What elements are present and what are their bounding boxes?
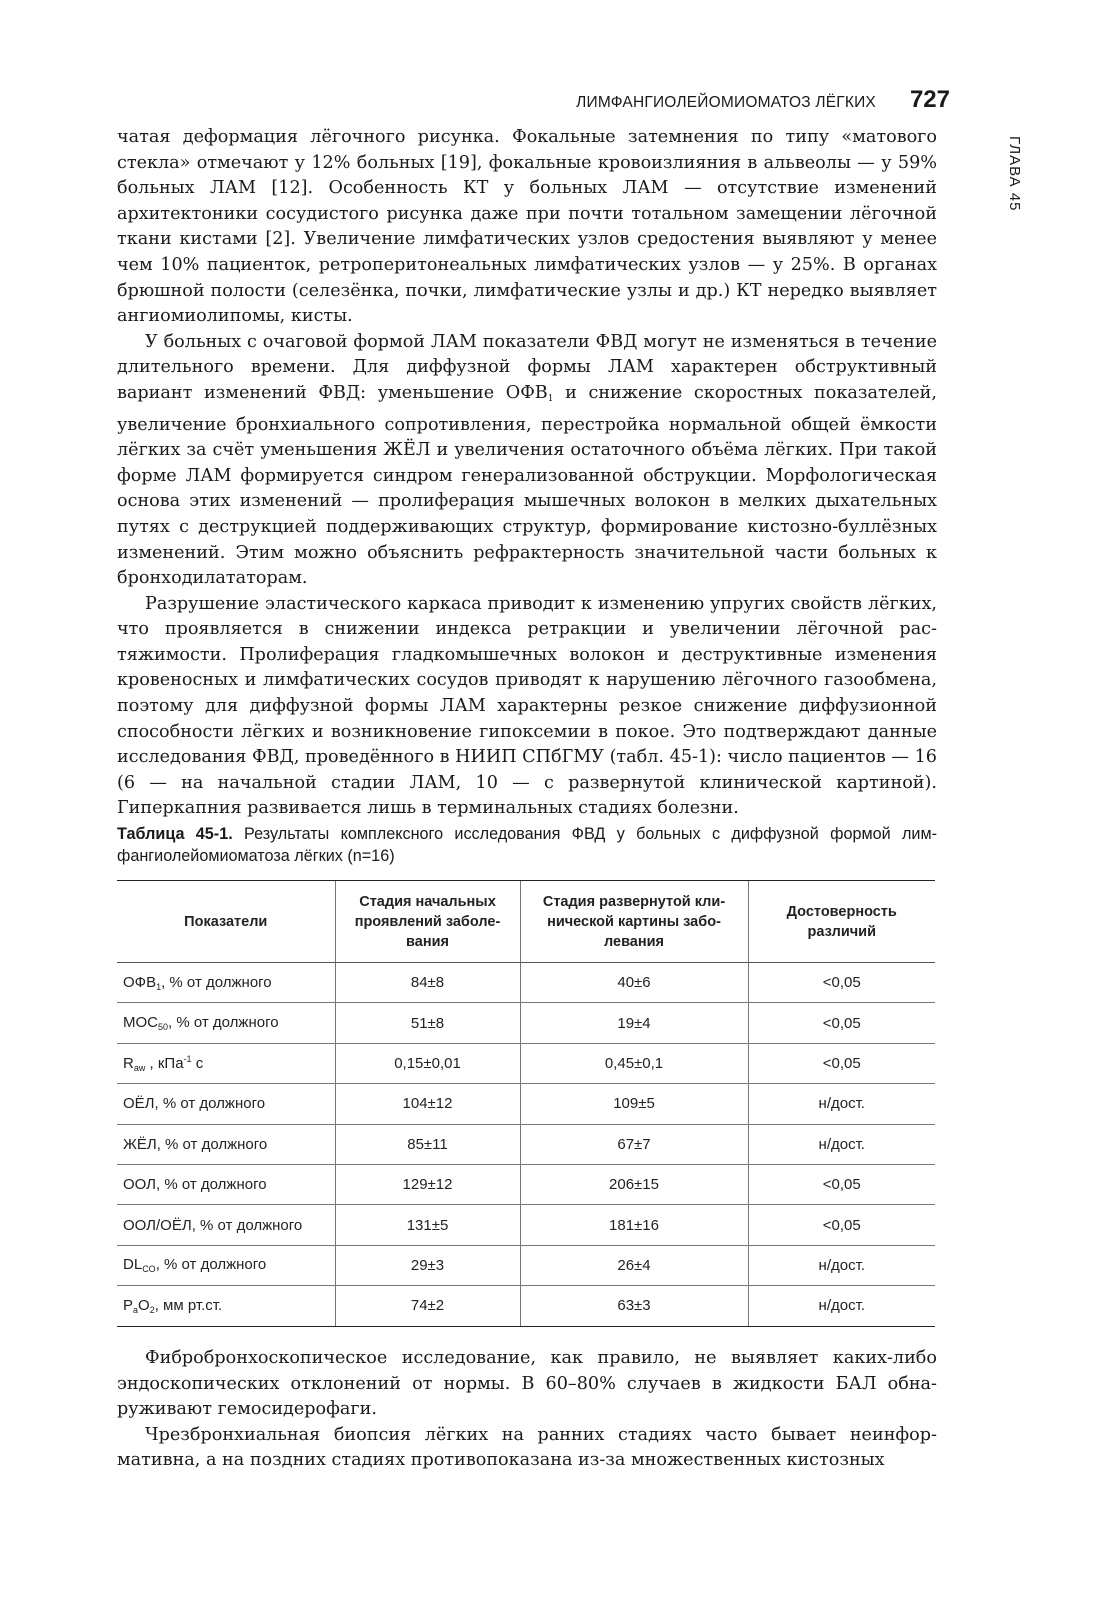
row-label [117,1003,335,1043]
table-cell: н/дост. [748,1124,935,1164]
label-text: P [123,1296,134,1314]
table-cell: 26±4 [520,1245,748,1285]
label-text: , мм рт.ст. [154,1296,223,1314]
row-label [117,1286,335,1326]
row-label [117,1164,335,1204]
table-cell: <0,05 [748,1043,935,1083]
running-title: ЛИМФАНГИОЛЕЙОМИОМАТОЗ ЛЁГКИХ [576,94,876,111]
label-text: ОЁЛ, % от должного [123,1095,266,1113]
row-label [117,1205,335,1245]
table-row [117,1245,935,1285]
table-cell: н/дост. [748,1286,935,1326]
label-text: , % от должного [168,1014,279,1032]
label-subscript: aw [133,1062,146,1073]
table-cell: 109±5 [520,1084,748,1124]
table-caption-label: Таблица 45-1. [117,825,233,843]
label-subscript: 1 [156,981,162,992]
label-text: ЖЁЛ, % от должного [123,1135,268,1153]
table-cell: 129±12 [335,1164,520,1204]
table-cell: 19±4 [520,1003,748,1043]
running-head [570,86,950,114]
label-text: DL [123,1256,143,1274]
table-cell: 51±8 [335,1003,520,1043]
body-text-bottom [117,1346,937,1474]
label-text: ООЛ, % от должного [123,1176,267,1194]
row-label [117,1084,335,1124]
table-header-row [117,881,935,963]
label-text: , % от должного [155,1256,267,1274]
table-cell: 104±12 [335,1084,520,1124]
table-cell: <0,05 [748,963,935,1003]
page-number: 727 [909,86,950,113]
paragraph: Фибробронхоскопическое исследование, как правило, не выявляет каких-либо эндоскопических отклонений от нормы. В 60–80% случаев в жидкости БАЛ обнаруживают гемосидерофаги. [117,1348,937,1420]
body-text-top [117,125,937,822]
label-text: ООЛ/ОЁЛ, % от должного [123,1216,303,1234]
table-cell: 63±3 [520,1286,748,1326]
table-cell: н/дост. [748,1084,935,1124]
column-header: Стадия развернутой клинической картины заболевания [520,881,748,963]
table-cell: 0,15±0,01 [335,1043,520,1083]
paragraph [117,330,937,592]
paragraph: Чрезбронхиальная биопсия лёгких на ранних стадиях часто бывает неинформативна, а на поздних стадиях противопоказана из-за множественных кистозных [117,1424,937,1471]
column-header: Стадия начальных проявлений заболевания [335,881,520,963]
table-cell: 85±11 [335,1124,520,1164]
table-cell: 84±8 [335,963,520,1003]
row-label [117,1124,335,1164]
table-row [117,1084,935,1124]
table-caption [117,823,937,867]
table-cell: <0,05 [748,1164,935,1204]
table-row [117,1043,935,1083]
label-subscript: 50 [158,1022,169,1033]
table-cell: 40±6 [520,963,748,1003]
table-cell: 131±5 [335,1205,520,1245]
paragraph: чатая деформация лёгочного рисунка. Фокальные затемнения по типу «матового стекла» отмечают у 12% больных [19], фокальные кровоизлияния в альвеолы — у 59% больных ЛАМ [12]. Особенность КТ у больных ЛАМ — отсутствие изменений архитектоники сосудистого рисунка даже при почти тотальном замещении лёгочной ткани кистами [2]. Увеличение лимфатических узлов средостения выявляют у менее чем 10% пациенток, ретроперитонеальных лимфатических узлов — у 25%. В органах брюшной полости (селезёнка, почки, лимфатические узлы и др.) КТ нередко выявляет ангиомиолипомы, кисты. [117,127,937,327]
chapter-tab: ГЛАВА 45 [1006,136,1023,212]
table-cell: 181±16 [520,1205,748,1245]
column-header: Достоверность различий [748,881,935,963]
table-body [117,963,935,1327]
label-text: R [123,1054,134,1072]
table-cell: 206±15 [520,1164,748,1204]
label-superscript: -1 [183,1053,192,1064]
table-cell: 67±7 [520,1124,748,1164]
results-table [117,880,935,1327]
table-row [117,1003,935,1043]
table-cell: н/дост. [748,1245,935,1285]
table-caption-text: Результаты комплексного исследования ФВД у больных с диффузной формой лимфангиолейомиоматоза лёгких (n=16) [117,825,937,865]
subscript: 1 [547,393,554,404]
table-cell: <0,05 [748,1205,935,1245]
label-subscript: a [133,1304,139,1315]
table-row [117,1164,935,1204]
table-cell: 74±2 [335,1286,520,1326]
label-text: O [138,1296,150,1314]
label-subscript: CO [142,1264,156,1275]
label-text: , % от должного [161,973,272,991]
table-row [117,1124,935,1164]
text-run: У больных с очаговой формой ЛАМ показатели ФВД могут не изменяться в течение длительного времени. Для диффузной формы ЛАМ характерен обструктивный вариант изменений ФВД: уменьшение ОФВ [117,331,937,403]
paragraph: Разрушение эластического каркаса приводит к изменению упругих свойств лёгких, что проявляется в снижении индекса ретракции и увеличении лёгочной растяжимости. Пролиферация гладкомышечных волокон и деструктивные изменения кровеносных и лимфатических сосудов приводят к нарушению лёгочного газообмена, поэтому для диффузной формы ЛАМ характерны резкое снижение диффузионной способности лёгких и возникновение гипоксемии в покое. Это подтверждают данные исследования ФВД, проведённого в НИИП СПбГМУ (табл. 45-1): число пациентов — 16 (6 — на начальной стадии ЛАМ, 10 — с развернутой клинической картиной). Гиперкапния развивается лишь в терминальных стадиях болезни. [117,593,937,819]
label-text: ОФВ [123,973,157,991]
text-run: и снижение скоростных показателей, увеличение бронхиального сопротивления, перестройка нормальной общей ёмкости лёгких за счёт уменьшения ЖЁЛ и увеличения остаточного объёма лёгких. При такой форме ЛАМ формируется синдром генерализованной обструкции. Морфологическая основа этих изменений — пролиферация мышечных волокон в мелких дыхательных путях с деструкцией поддерживающих структур, формирование кистозно-буллёзных изменений. Этим можно объяснить рефрактерность значительной части больных к бронходилататорам. [117,382,937,589]
row-label [117,1245,335,1285]
label-text: с [191,1054,204,1072]
table-cell: 0,45±0,1 [520,1043,748,1083]
label-subscript: 2 [149,1304,155,1315]
column-header: Показатели [117,881,335,963]
row-label [117,1043,335,1083]
table-cell: 29±3 [335,1245,520,1285]
row-label [117,963,335,1003]
label-text: МОС [123,1014,158,1032]
table-row [117,963,935,1003]
table-cell: <0,05 [748,1003,935,1043]
label-text: , кПа [145,1054,184,1072]
table-row [117,1205,935,1245]
table-row [117,1286,935,1326]
